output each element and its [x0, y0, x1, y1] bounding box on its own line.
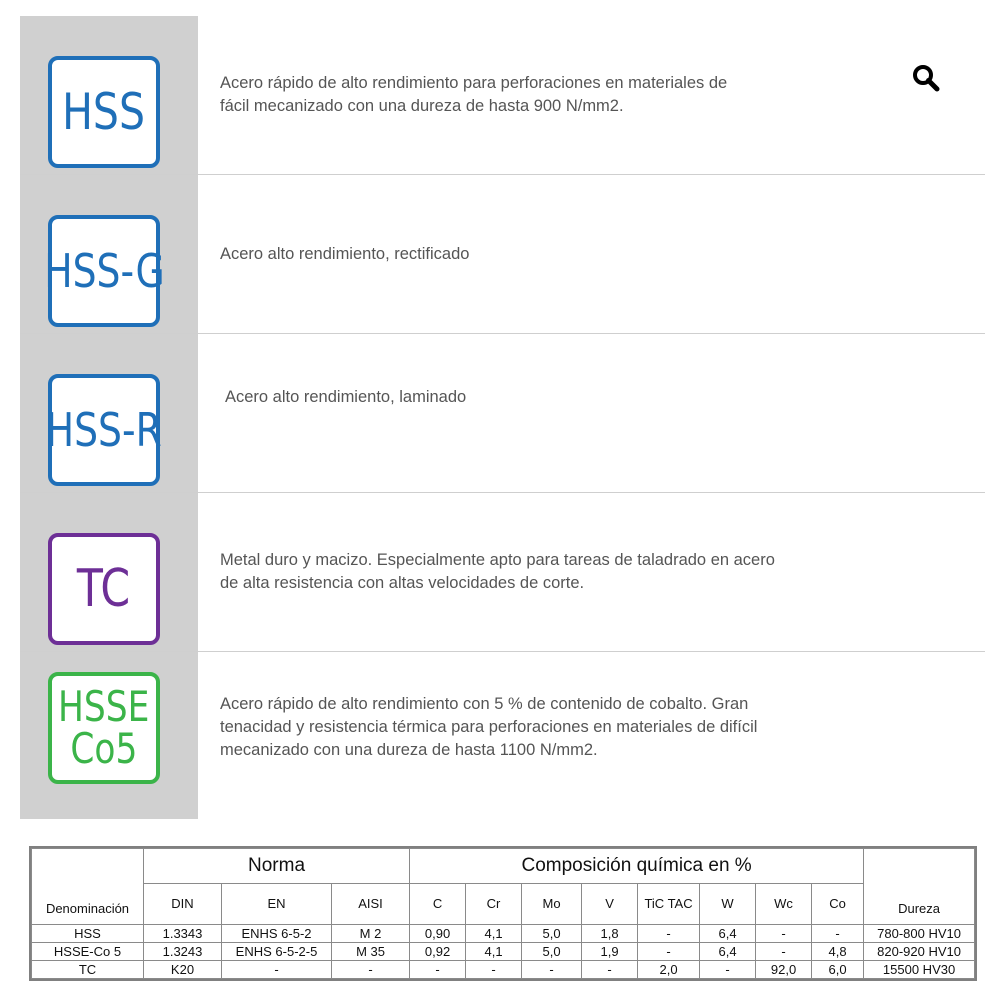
table-cell: 2,0 — [638, 960, 700, 978]
composicion-header: Composición química en % — [410, 849, 864, 884]
table-cell: M 2 — [332, 924, 410, 942]
material-description — [220, 16, 880, 174]
column-header: Denominación — [32, 884, 144, 925]
material-description — [225, 334, 885, 460]
specification-table — [29, 846, 977, 981]
column-header: C — [410, 884, 466, 925]
table-cell: 4,8 — [812, 942, 864, 960]
description-line: fácil mecanizado con una dureza de hasta 900 N/mm2. — [220, 97, 624, 115]
table-cell: 6,0 — [812, 960, 864, 978]
table-cell: 6,4 — [700, 924, 756, 942]
table-cell: - — [812, 924, 864, 942]
description-line: mecanizado con una dureza de hasta 1100 N/mm2. — [220, 740, 598, 759]
material-row-hss-r — [20, 334, 985, 493]
description-line: de alta resistencia con altas velocidades de corte. — [220, 574, 585, 592]
column-header: Wc — [756, 884, 812, 925]
table-cell: - — [466, 960, 522, 978]
column-header: Dureza — [864, 884, 975, 925]
badge-label: HSS-R — [45, 403, 163, 457]
column-header-row — [32, 884, 975, 925]
table-cell: HSSE-Co 5 — [32, 942, 144, 960]
description-line: Acero alto rendimiento, laminado — [225, 387, 467, 406]
description-line: tenacidad y resistencia térmica para perforaciones en materiales de difícil — [220, 717, 758, 736]
badge-cell — [20, 493, 198, 651]
table-cell: - — [700, 960, 756, 978]
hsse-co5-badge — [48, 672, 160, 784]
table-cell: 1.3343 — [144, 924, 222, 942]
material-row-tc — [20, 493, 985, 652]
material-description — [220, 493, 940, 651]
table-cell: - — [638, 924, 700, 942]
description-line: Metal duro y macizo. Especialmente apto para tareas de taladrado en acero — [220, 551, 775, 569]
table-cell: 1.3243 — [144, 942, 222, 960]
table-row — [32, 924, 975, 942]
description-line: Acero rápido de alto rendimiento para perforaciones en materiales de — [220, 74, 728, 92]
table-cell: - — [756, 924, 812, 942]
column-header: DIN — [144, 884, 222, 925]
hss-g-badge — [43, 215, 165, 327]
table-cell: HSS — [32, 924, 144, 942]
materials-list — [20, 16, 985, 819]
column-header: EN — [222, 884, 332, 925]
table-cell: 15500 HV30 — [864, 960, 975, 978]
badge-cell — [20, 16, 198, 174]
table-cell: 5,0 — [522, 942, 582, 960]
table-cell: - — [332, 960, 410, 978]
badge-cell — [20, 652, 198, 819]
column-header: V — [582, 884, 638, 925]
badge-cell — [20, 175, 198, 333]
material-description — [220, 175, 880, 333]
badge-label: HSS — [62, 83, 146, 141]
table-cell: 92,0 — [756, 960, 812, 978]
table-row — [32, 942, 975, 960]
table-cell: 5,0 — [522, 924, 582, 942]
table-cell: - — [410, 960, 466, 978]
table-cell: 4,1 — [466, 924, 522, 942]
table-row — [32, 960, 975, 978]
description-line: Acero rápido de alto rendimiento con 5 % de contenido de cobalto. Gran — [220, 694, 749, 713]
table-cell: 1,9 — [582, 942, 638, 960]
material-row-hsse-co5 — [20, 652, 985, 819]
table-cell: 780-800 HV10 — [864, 924, 975, 942]
table-cell: 0,92 — [410, 942, 466, 960]
badge-label: HSS-G — [43, 244, 165, 298]
table-cell: - — [638, 942, 700, 960]
table-cell: M 35 — [332, 942, 410, 960]
table-cell: ENHS 6-5-2-5 — [222, 942, 332, 960]
column-header: TiC TAC — [638, 884, 700, 925]
material-row-hss — [20, 16, 985, 175]
blank-header-cell — [32, 849, 144, 884]
badge-label: Co5 — [70, 724, 138, 773]
table-cell: ENHS 6-5-2 — [222, 924, 332, 942]
table-cell: - — [522, 960, 582, 978]
column-header: Cr — [466, 884, 522, 925]
column-header: Co — [812, 884, 864, 925]
table-cell: 6,4 — [700, 942, 756, 960]
table-cell: - — [222, 960, 332, 978]
table-cell: 4,1 — [466, 942, 522, 960]
blank-header-cell — [864, 849, 975, 884]
badge-label: TC — [77, 559, 131, 619]
tc-badge — [48, 533, 160, 645]
table-cell: 0,90 — [410, 924, 466, 942]
group-header-row — [32, 849, 975, 884]
material-description — [220, 652, 940, 802]
description-line: Acero alto rendimiento, rectificado — [220, 244, 470, 263]
table-cell: - — [582, 960, 638, 978]
table-cell: 1,8 — [582, 924, 638, 942]
norma-header: Norma — [144, 849, 410, 884]
material-row-hss-g — [20, 175, 985, 334]
column-header: W — [700, 884, 756, 925]
table-cell: - — [756, 942, 812, 960]
table-cell: 820-920 HV10 — [864, 942, 975, 960]
badge-label: HSSE — [58, 682, 150, 731]
hss-badge — [48, 56, 160, 168]
hss-r-badge — [45, 374, 163, 486]
badge-cell — [20, 334, 198, 492]
table-cell: TC — [32, 960, 144, 978]
table-cell: K20 — [144, 960, 222, 978]
column-header: Mo — [522, 884, 582, 925]
column-header: AISI — [332, 884, 410, 925]
